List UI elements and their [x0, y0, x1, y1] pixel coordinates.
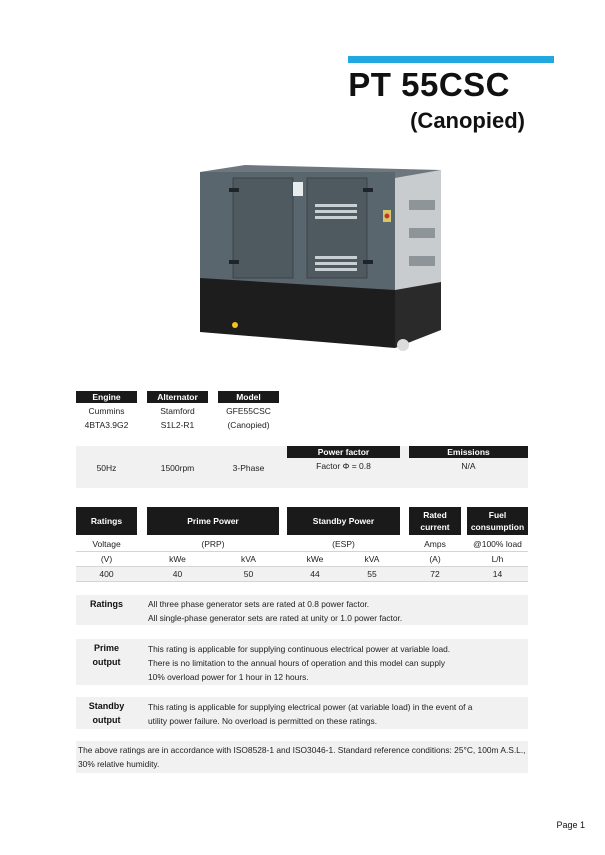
amps-value: 72 [430, 569, 440, 579]
prp-label: (PRP) [201, 539, 225, 549]
ratings-note-line-2: All single-phase generator sets are rated at unity or 1.0 power factor. [148, 613, 403, 623]
emissions-header: Emissions [409, 446, 528, 458]
model-header: Model [218, 391, 279, 403]
voltage-unit: (V) [100, 554, 113, 564]
alternator-make: Stamford [160, 406, 195, 416]
frequency-value: 50Hz [96, 463, 117, 473]
rated-current-header-line1: Rated [423, 510, 447, 520]
rated-current-header [409, 507, 461, 535]
fuel-unit: L/h [491, 554, 504, 564]
voltage-label: Voltage [92, 539, 121, 549]
ratings-note-line-1: All three phase generator sets are rated at 0.8 power factor. [148, 599, 370, 609]
page-number: Page 1 [556, 820, 585, 830]
ratings-header: Ratings [76, 507, 137, 535]
model-variant: (Canopied) [227, 420, 270, 430]
standards-note-line-1: The above ratings are in accordance with ISO8528-1 and ISO3046-1. Standard reference conditions: 25°C, 100m A.S.L., [78, 745, 526, 755]
prime-note-line-1: This rating is applicable for supplying continuous electrical power at variable load. [148, 644, 451, 654]
standby-note-label-1: Standby [88, 701, 125, 711]
fuel-value: 14 [492, 569, 503, 579]
accent-bar [348, 56, 554, 63]
standby-note-label-2: output [92, 715, 121, 725]
esp-kwe-value: 44 [310, 569, 320, 579]
model-name: GFE55CSC [226, 406, 271, 416]
power-factor-header: Power factor [287, 446, 400, 458]
page-subtitle: (Canopied) [410, 108, 525, 133]
prime-note-line-3: 10% overload power for 1 hour in 12 hours. [148, 672, 309, 682]
esp-kva-value: 55 [367, 569, 377, 579]
fuel-load-label: @100% load [473, 539, 522, 549]
prp-kwe-value: 40 [172, 569, 183, 579]
standby-power-header: Standby Power [287, 507, 400, 535]
generator-canopied-illustration [195, 160, 445, 360]
esp-kva-unit: kVA [364, 554, 380, 564]
esp-kwe-unit: kWe [306, 554, 324, 564]
esp-label: (ESP) [332, 539, 355, 549]
speed-value: 1500rpm [160, 463, 195, 473]
voltage-value: 400 [99, 569, 114, 579]
engine-make: Cummins [88, 406, 125, 416]
power-factor-value: Factor Φ = 0.8 [316, 461, 371, 471]
amps-label: Amps [424, 539, 446, 549]
prime-note-label-2: output [92, 657, 121, 667]
ratings-note-label: Ratings [89, 599, 123, 609]
page-title: PT 55CSC [348, 66, 510, 103]
prp-kva-unit: kVA [241, 554, 256, 564]
engine-model: 4BTA3.9G2 [84, 420, 129, 430]
fuel-consumption-header [467, 507, 528, 535]
fuel-consumption-header-line1: Fuel [488, 510, 507, 520]
prime-note-line-2: There is no limitation to the annual hours of operation and this model can supply [148, 658, 446, 668]
generator-icon [195, 160, 445, 360]
prp-kva-value: 50 [243, 569, 254, 579]
amps-unit: (A) [429, 554, 441, 564]
prime-note-label-1: Prime [93, 643, 119, 653]
standby-note-line-1: This rating is applicable for supplying electrical power (at variable load) in the event of a [148, 702, 473, 712]
fuel-consumption-header-line2: consumption [470, 522, 525, 532]
rated-current-header-line2: current [420, 522, 450, 532]
standards-note-line-2: 30% relative humidity. [78, 759, 160, 769]
alternator-model: S1L2-R1 [160, 420, 195, 430]
engine-header: Engine [76, 391, 137, 403]
emissions-value: N/A [461, 461, 476, 471]
alternator-header: Alternator [147, 391, 208, 403]
prp-kwe-unit: kWe [169, 554, 186, 564]
standby-note-line-2: utility power failure. No overload is permitted on these ratings. [148, 716, 378, 726]
prime-power-header: Prime Power [147, 507, 279, 535]
phase-value: 3-Phase [232, 463, 265, 473]
